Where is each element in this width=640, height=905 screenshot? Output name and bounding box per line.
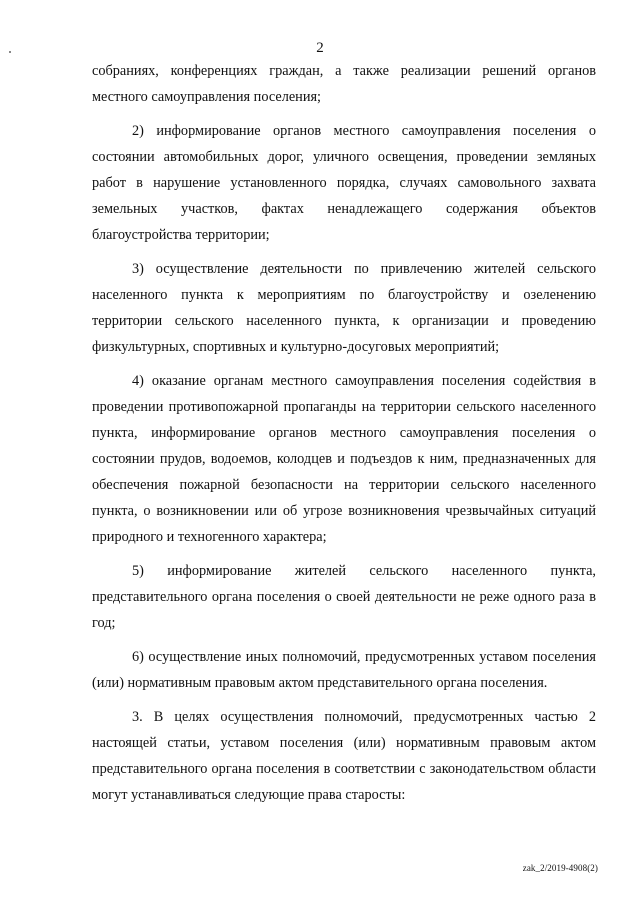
document-body [92, 58, 596, 816]
paragraph-item-3: 3) осуществление деятельности по привлечению жителей сельского населенного пункта к мероприятиям по благоустройству и озеленению территории сельского населенного пункта, к организации и проведению физкультурных, спортивных и культурно-досуговых мероприятий; [92, 261, 596, 355]
document-code: zak_2/2019-4908(2) [522, 863, 598, 873]
paragraph-continuation: собраниях, конференциях граждан, а также реализации решений органов местного самоуправления поселения; [92, 63, 596, 105]
paragraph-section-3: 3. В целях осуществления полномочий, предусмотренных частью 2 настоящей статьи, уставом поселения (или) нормативным правовым актом представительного органа поселения в соответствии с законодательством области могут устанавливаться следующие права старосты: [92, 709, 596, 803]
paragraph-item-6: 6) осуществление иных полномочий, предусмотренных уставом поселения (или) нормативным правовым актом представительного органа поселения. [92, 649, 596, 691]
paragraph-item-4: 4) оказание органам местного самоуправления поселения содействия в проведении противопожарной пропаганды на территории сельского населенного пункта, информирование органов местного самоуправления поселения о состоянии прудов, водоемов, колодцев и подъездов к ним, предназначенных для обеспечения пожарной безопасности на территории сельского населенного пункта, о возникновении или об угрозе возникновения чрезвычайных ситуаций природного и техногенного характера; [92, 373, 596, 545]
paragraph-item-2: 2) информирование органов местного самоуправления поселения о состоянии автомобильных дорог, уличного освещения, проведении земляных работ в нарушение установленного порядка, случаях самовольного захвата земельных участков, фактах ненадлежащего содержания объектов благоустройства территории; [92, 123, 596, 243]
paragraph-item-5: 5) информирование жителей сельского населенного пункта, представительного органа поселения о своей деятельности не реже одного раза в год; [92, 563, 596, 631]
page-number: 2 [316, 40, 324, 56]
